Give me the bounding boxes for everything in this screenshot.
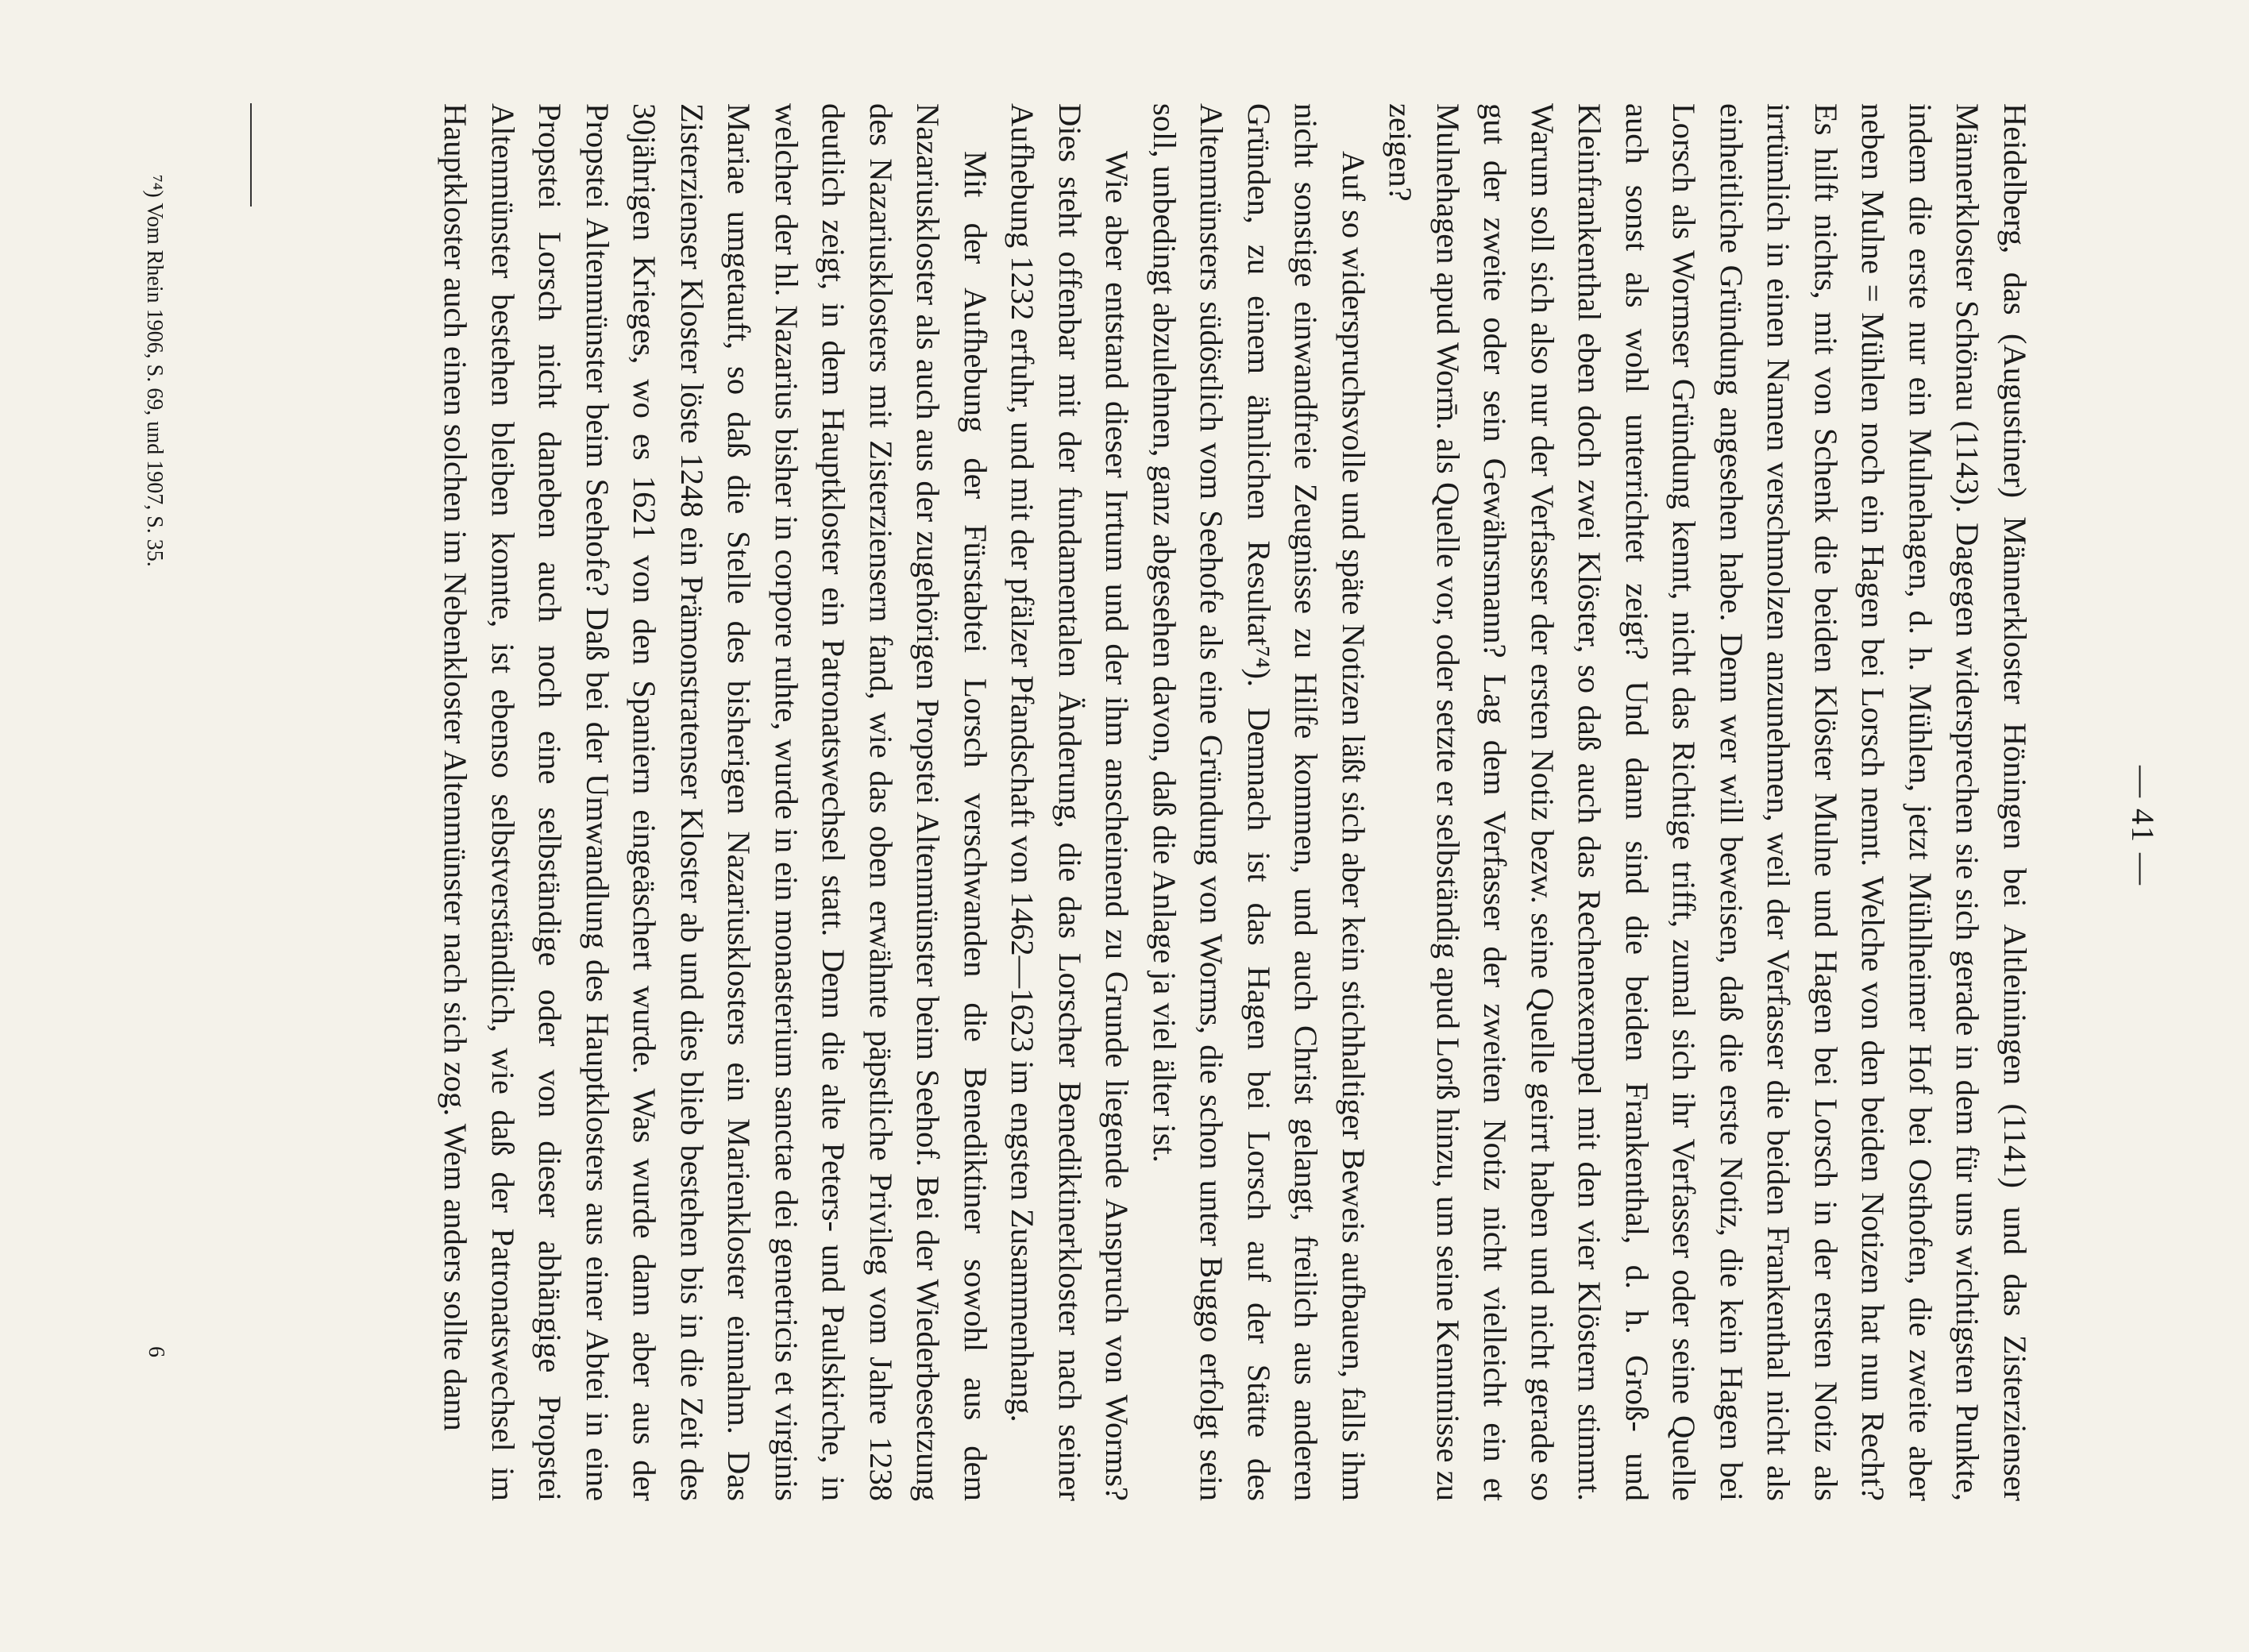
paragraph-4: Mit der Aufhebung der Fürstabtei Lorsch verschwanden die Benediktiner sowohl aus dem Nazariuskloster als auch aus der zugehörigen Propstei Altenmünster beim Seehof. Bei der Wiederbesetzung des Nazariusklosters mit Zisterziensern fand, wie das oben erwähnte päpstliche Privileg vom Jahre 1238 deutlich zeigt, in dem Hauptkloster ein Patronatswechsel statt. Denn die alte Peters- und Paulskirche, in welcher der hl. Nazarius bisher in corpore ruhte, wurde in ein monasterium sanctae dei genetricis et virginis Mariae umgetauft, so daß die Stelle des bisherigen Nazariusklosters ein Marienkloster einnahm. Das Zisterzienser Kloster löste 1248 ein Prämonstratenser Kloster ab und dies blieb bestehen bis in die Zeit des 30jährigen Krieges, wo es 1621 von den Spaniern eingeäschert wurde. Was wurde dann aber aus der Propstei Altenmünster beim Seehofe? Daß bei der Umwandlung des Hauptklosters aus einer Abtei in eine Propstei Lorsch nicht daneben auch noch eine selbständige oder von dieser abhängige Propstei Altenmünster bestehen bleiben konnte, ist ebenso selbstverständlich, wie daß der Patronatswechsel im Hauptkloster auch einen solchen im Nebenkloster Altenmünster nach sich zog. Wem anders sollte dann: [438, 103, 993, 1501]
paragraph-2: Auf so widerspruchsvolle und späte Notizen läßt sich aber kein stichhaltiger Beweis aufbauen, falls ihm nicht sonstige einwandfreie Zeugnisse zu Hilfe kommen, und auch Christ gelangt, freilich aus anderen Gründen, zu einem ähnlichen Resultat⁷⁴). Demnach ist das Hagen bei Lorsch auf der Stätte des Altenmünsters südöstlich vom Seehofe als eine Gründung von Worms, die schon unter Buggo erfolgt sein soll, unbedingt abzulehnen, ganz abgesehen davon, daß die Anlage ja viel älter ist.: [1147, 103, 1371, 1501]
paragraph-1: Heidelberg, das (Augustiner) Männerkloster Höningen bei Altleiningen (1141) und das Zisterzienser Männerkloster Schönau (1143). Dagegen widersprechen sie sich gerade in dem für uns wichtigsten Punkte, indem die erste nur ein Mulnehagen, d. h. Mühlen, jetzt Mühlheimer Hof bei Osthofen, die zweite aber neben Mulne = Mühlen noch ein Hagen bei Lorsch nennt. Welche von den beiden Notizen hat nun Recht? Es hilft nichts, mit von Schenk die beiden Klöster Mulne und Hagen bei Lorsch in der ersten Notiz als irrtümlich in einen Namen verschmolzen anzunehmen, weil der Verfasser die beiden Frankenthal nicht als einheitliche Gründung angesehen habe. Denn wer will beweisen, daß die erste Notiz, die kein Hagen bei Lorsch als Wormser Gründung kennt, nicht das Richtige trifft, zumal sich ihr Verfasser oder seine Quelle auch sonst als wohl unterrichtet zeigt? Und dann sind die beiden Frankenthal, d. h. Groß- und Kleinfrankenthal eben doch zwei Klöster, so daß auch das Rechenexempel mit den vier Klöstern stimmt. Warum soll sich also nur der Verfasser der ersten Notiz bezw. seine Quelle geirrt haben und nicht gerade so gut der zweite oder sein Gewährsmann? Lag dem Verfasser der zweiten Notiz nicht vielleicht ein et Mulnehagen apud Worm̄. als Quelle vor, oder setzte er selbständig apud Lorß hinzu, um seine Kenntnisse zu zeigen?: [1383, 103, 2033, 1501]
footnote-divider: [250, 103, 252, 206]
body-text: [432, 103, 2039, 1501]
paragraph-3: Wie aber entstand dieser Irrtum und der ihm anscheinend zu Grunde liegende Anspruch von Worms? Dies steht offenbar mit der fundamentalen Änderung, die das Lorscher Benediktinerkloster nach seiner Aufhebung 1232 erfuhr, und mit der pfälzer Pfandschaft von 1462—1623 im engsten Zusammenhang.: [1005, 103, 1136, 1501]
footnote: ⁷⁴) Vom Rhein 1906, S. 69, und 1907, S. 35.: [142, 175, 167, 567]
sheet-signature-number: 6: [144, 1346, 168, 1357]
page-number: — 41 —: [2125, 766, 2161, 886]
